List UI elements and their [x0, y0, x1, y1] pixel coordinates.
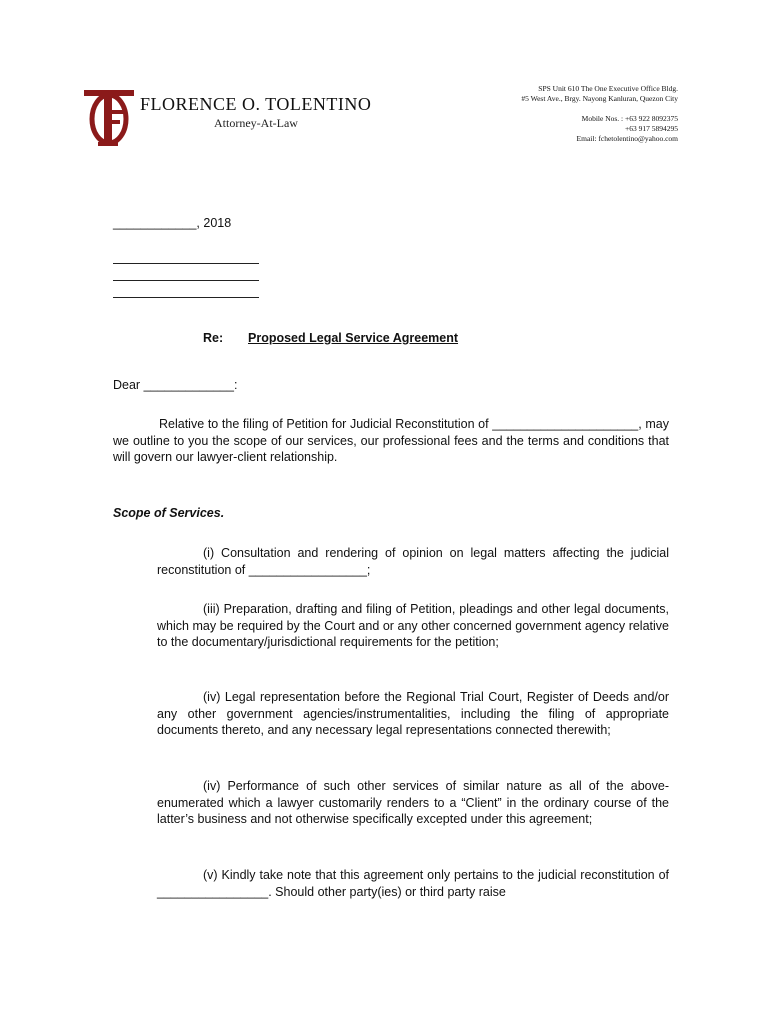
- scope-item: (v) Kindly take note that this agreement only pertains to the judicial reconstitution of ________________. Should other party(ies) or third party raise: [157, 868, 669, 899]
- scope-item: (iv) Legal representation before the Regional Trial Court, Register of Deeds and/or any other government agencies/instrumentalities, including the filing of appropriate documents thereto, and any necessary legal representations connected therewith;: [157, 690, 669, 737]
- scope-heading: Scope of Services.: [113, 506, 225, 520]
- scope-item: (iii) Preparation, drafting and filing of Petition, pleadings and other legal documents, which may be required by the Court and or any other concerned government agency relative to the documentary/jurisdictional requirements for the petition;: [157, 602, 669, 649]
- addressee-blank-line: [113, 297, 259, 298]
- email-line: Email: fchetolentino@yahoo.com: [576, 134, 678, 143]
- addressee-blank-line: [113, 280, 259, 281]
- firm-title: Attorney-At-Law: [214, 116, 298, 130]
- mobile-line-1: Mobile Nos. : +63 922 8092375: [581, 114, 678, 123]
- address-line-2: #5 West Ave., Brgy. Nayong Kanluran, Quezon City: [521, 94, 678, 103]
- re-subject: Proposed Legal Service Agreement: [248, 331, 459, 345]
- contact-block: [521, 84, 678, 144]
- scope-item: (i) Consultation and rendering of opinion on legal matters affecting the judicial reconstitution of _________________;: [157, 546, 669, 577]
- address-line-1: SPS Unit 610 The One Executive Office Bldg.: [538, 84, 678, 93]
- re-label: Re:: [203, 331, 224, 345]
- intro-paragraph: Relative to the filing of Petition for Judicial Reconstitution of _____________________, may we outline to you the scope of our services, our professional fees and the terms and conditions that will govern our lawyer-client relationship.: [113, 417, 669, 464]
- firm-name: FLORENCE O. TOLENTINO: [140, 94, 372, 114]
- letter-date: ____________, 2018: [113, 216, 232, 230]
- addressee-blank-line: [113, 263, 259, 264]
- tf-monogram-logo: [80, 86, 138, 148]
- salutation: Dear _____________:: [113, 378, 238, 392]
- scope-item: (iv) Performance of such other services of similar nature as all of the above-enumerated which a lawyer customarily renders to a “Client” in the ordinary course of the latter’s business and not otherwise specifically excepted under this agreement;: [157, 779, 669, 826]
- mobile-line-2: +63 917 5894295: [625, 124, 678, 133]
